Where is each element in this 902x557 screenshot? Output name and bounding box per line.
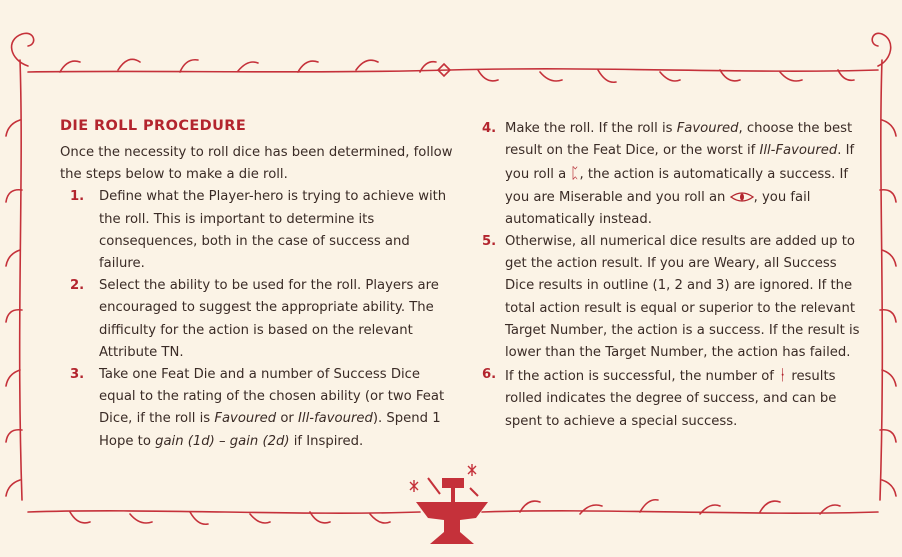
eye-of-sauron-icon [730, 191, 754, 203]
list-item: 5. Otherwise, all numerical dice results are added up to get the action result. If you are Weary, all Success Dice results in outline (1, 2 and 3) are ignored. If the total action result is equal or superior to the relevant Target Number, the action is a success. If the result is lower than the Target Number, the action has failed. [482, 234, 860, 361]
list-item: 4. Make the roll. If the roll is Favoured, choose the best result on the Feat Dice, or the worst if Ill-Favoured. If you roll a ᛈ, the action is automatically a success. If you are Miserable and you roll an , you fail automatically instead. [482, 121, 855, 227]
gandalf-rune-icon: ᛈ [570, 164, 580, 183]
tengwar-success-icon: ᛂ [778, 366, 788, 385]
list-item: 2. Select the ability to be used for the roll. Players are encouraged to suggest the appropriate ability. The difficulty for the action is based on the relevant Attribute TN. [70, 278, 439, 360]
list-item: 1. Define what the Player-hero is trying to achieve with the roll. This is important to determine its consequences, both in the case of success and failure. [70, 189, 447, 272]
steps-list-right [482, 118, 862, 433]
anvil-hammer-emblem-icon [410, 464, 488, 544]
section-title: DIE ROLL PROCEDURE [60, 118, 247, 134]
steps-list-left [60, 186, 455, 452]
right-column [482, 118, 862, 433]
list-item: 3. Take one Feat Die and a number of Success Dice equal to the rating of the chosen ability (or two Feat Dice, if the roll is Favoured or Ill-favoured). Spend 1 Hope to gain (1d) – gain (2d) if Inspired. [70, 367, 445, 449]
left-column [60, 114, 455, 453]
list-item: 6. If the action is successful, the number of ᛂ results rolled indicates the degree of success, and can be spent to achieve a special success. [482, 366, 837, 429]
intro-paragraph: Once the necessity to roll dice has been determined, follow the steps below to make a die roll. [60, 145, 453, 183]
